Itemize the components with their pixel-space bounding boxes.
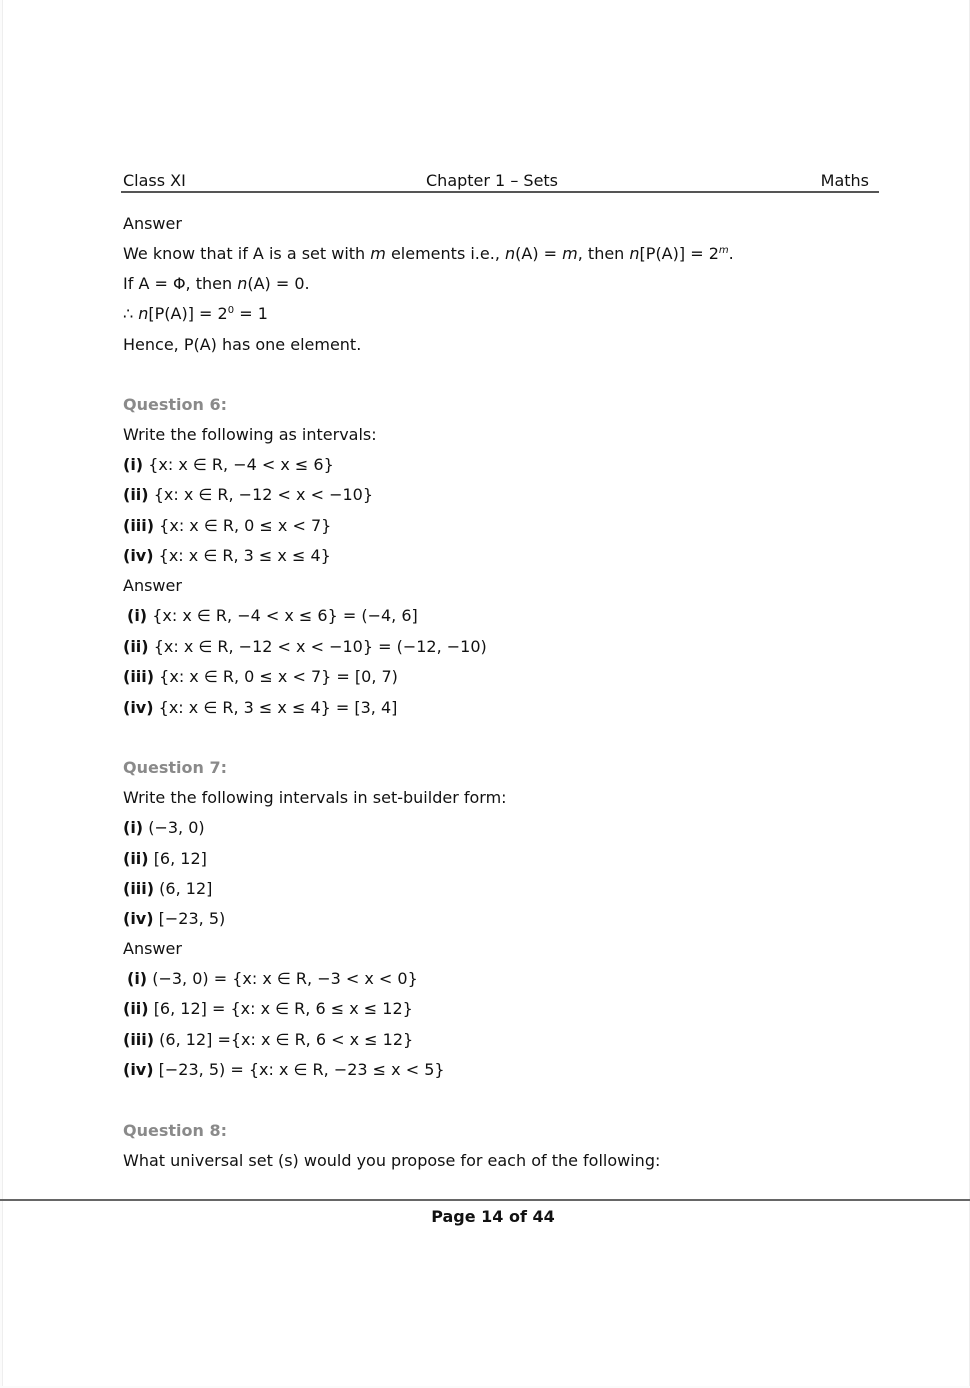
answer-item: (iv) {x: x ∈ R, 3 ≤ x ≤ 4} = [3, 4]	[123, 698, 398, 717]
document-page	[2, 0, 970, 1386]
question-item: (i) {x: x ∈ R, −4 < x ≤ 6}	[123, 455, 334, 474]
question-title: Question 6:	[123, 395, 227, 414]
answer-label: Answer	[123, 214, 182, 233]
question-item: (iv) {x: x ∈ R, 3 ≤ x ≤ 4}	[123, 546, 331, 565]
question-title: Question 7:	[123, 758, 227, 777]
question-prompt: Write the following as intervals:	[123, 425, 377, 444]
question-item: (ii) {x: x ∈ R, −12 < x < −10}	[123, 485, 374, 504]
answer-item: (iii) {x: x ∈ R, 0 ≤ x < 7} = [0, 7)	[123, 667, 398, 686]
answer-label: Answer	[123, 939, 182, 958]
answer-item: (iii) (6, 12] ={x: x ∈ R, 6 < x ≤ 12}	[123, 1030, 414, 1049]
question-item: (iv) [−23, 5)	[123, 909, 226, 928]
answer-line: If A = Φ, then n(A) = 0.	[123, 274, 310, 293]
question-item: (iii) {x: x ∈ R, 0 ≤ x < 7}	[123, 516, 332, 535]
question-title: Question 8:	[123, 1121, 227, 1140]
question-item: (i) (−3, 0)	[123, 818, 205, 837]
page-number: Page 14 of 44	[431, 1207, 555, 1226]
header-subject: Maths	[820, 171, 869, 190]
answer-line: Hence, P(A) has one element.	[123, 335, 362, 354]
answer-item: (iv) [−23, 5) = {x: x ∈ R, −23 ≤ x < 5}	[123, 1060, 445, 1079]
question-prompt: What universal set (s) would you propose for each of the following:	[123, 1151, 661, 1170]
answer-item: (i) (−3, 0) = {x: x ∈ R, −3 < x < 0}	[127, 969, 418, 988]
question-item: (ii) [6, 12]	[123, 849, 207, 868]
answer-item: (ii) {x: x ∈ R, −12 < x < −10} = (−12, −10)	[123, 637, 487, 656]
answer-item: (ii) [6, 12] = {x: x ∈ R, 6 ≤ x ≤ 12}	[123, 999, 413, 1018]
header-class: Class XI	[123, 171, 186, 190]
answer-label: Answer	[123, 576, 182, 595]
footer-divider	[0, 1199, 970, 1201]
question-item: (iii) (6, 12]	[123, 879, 213, 898]
header-chapter: Chapter 1 – Sets	[426, 171, 559, 190]
page-header	[121, 171, 879, 193]
answer-line: ∴ $n[P(A)] = 2^0 = 1$	[123, 304, 268, 323]
answer-item: (i) {x: x ∈ R, −4 < x ≤ 6} = (−4, 6]	[127, 606, 418, 625]
answer-line: We know that if A is a set with m elements i.e., n(A) = m, then $n[P(A)] = 2^m$.	[123, 244, 734, 263]
question-prompt: Write the following intervals in set-builder form:	[123, 788, 507, 807]
